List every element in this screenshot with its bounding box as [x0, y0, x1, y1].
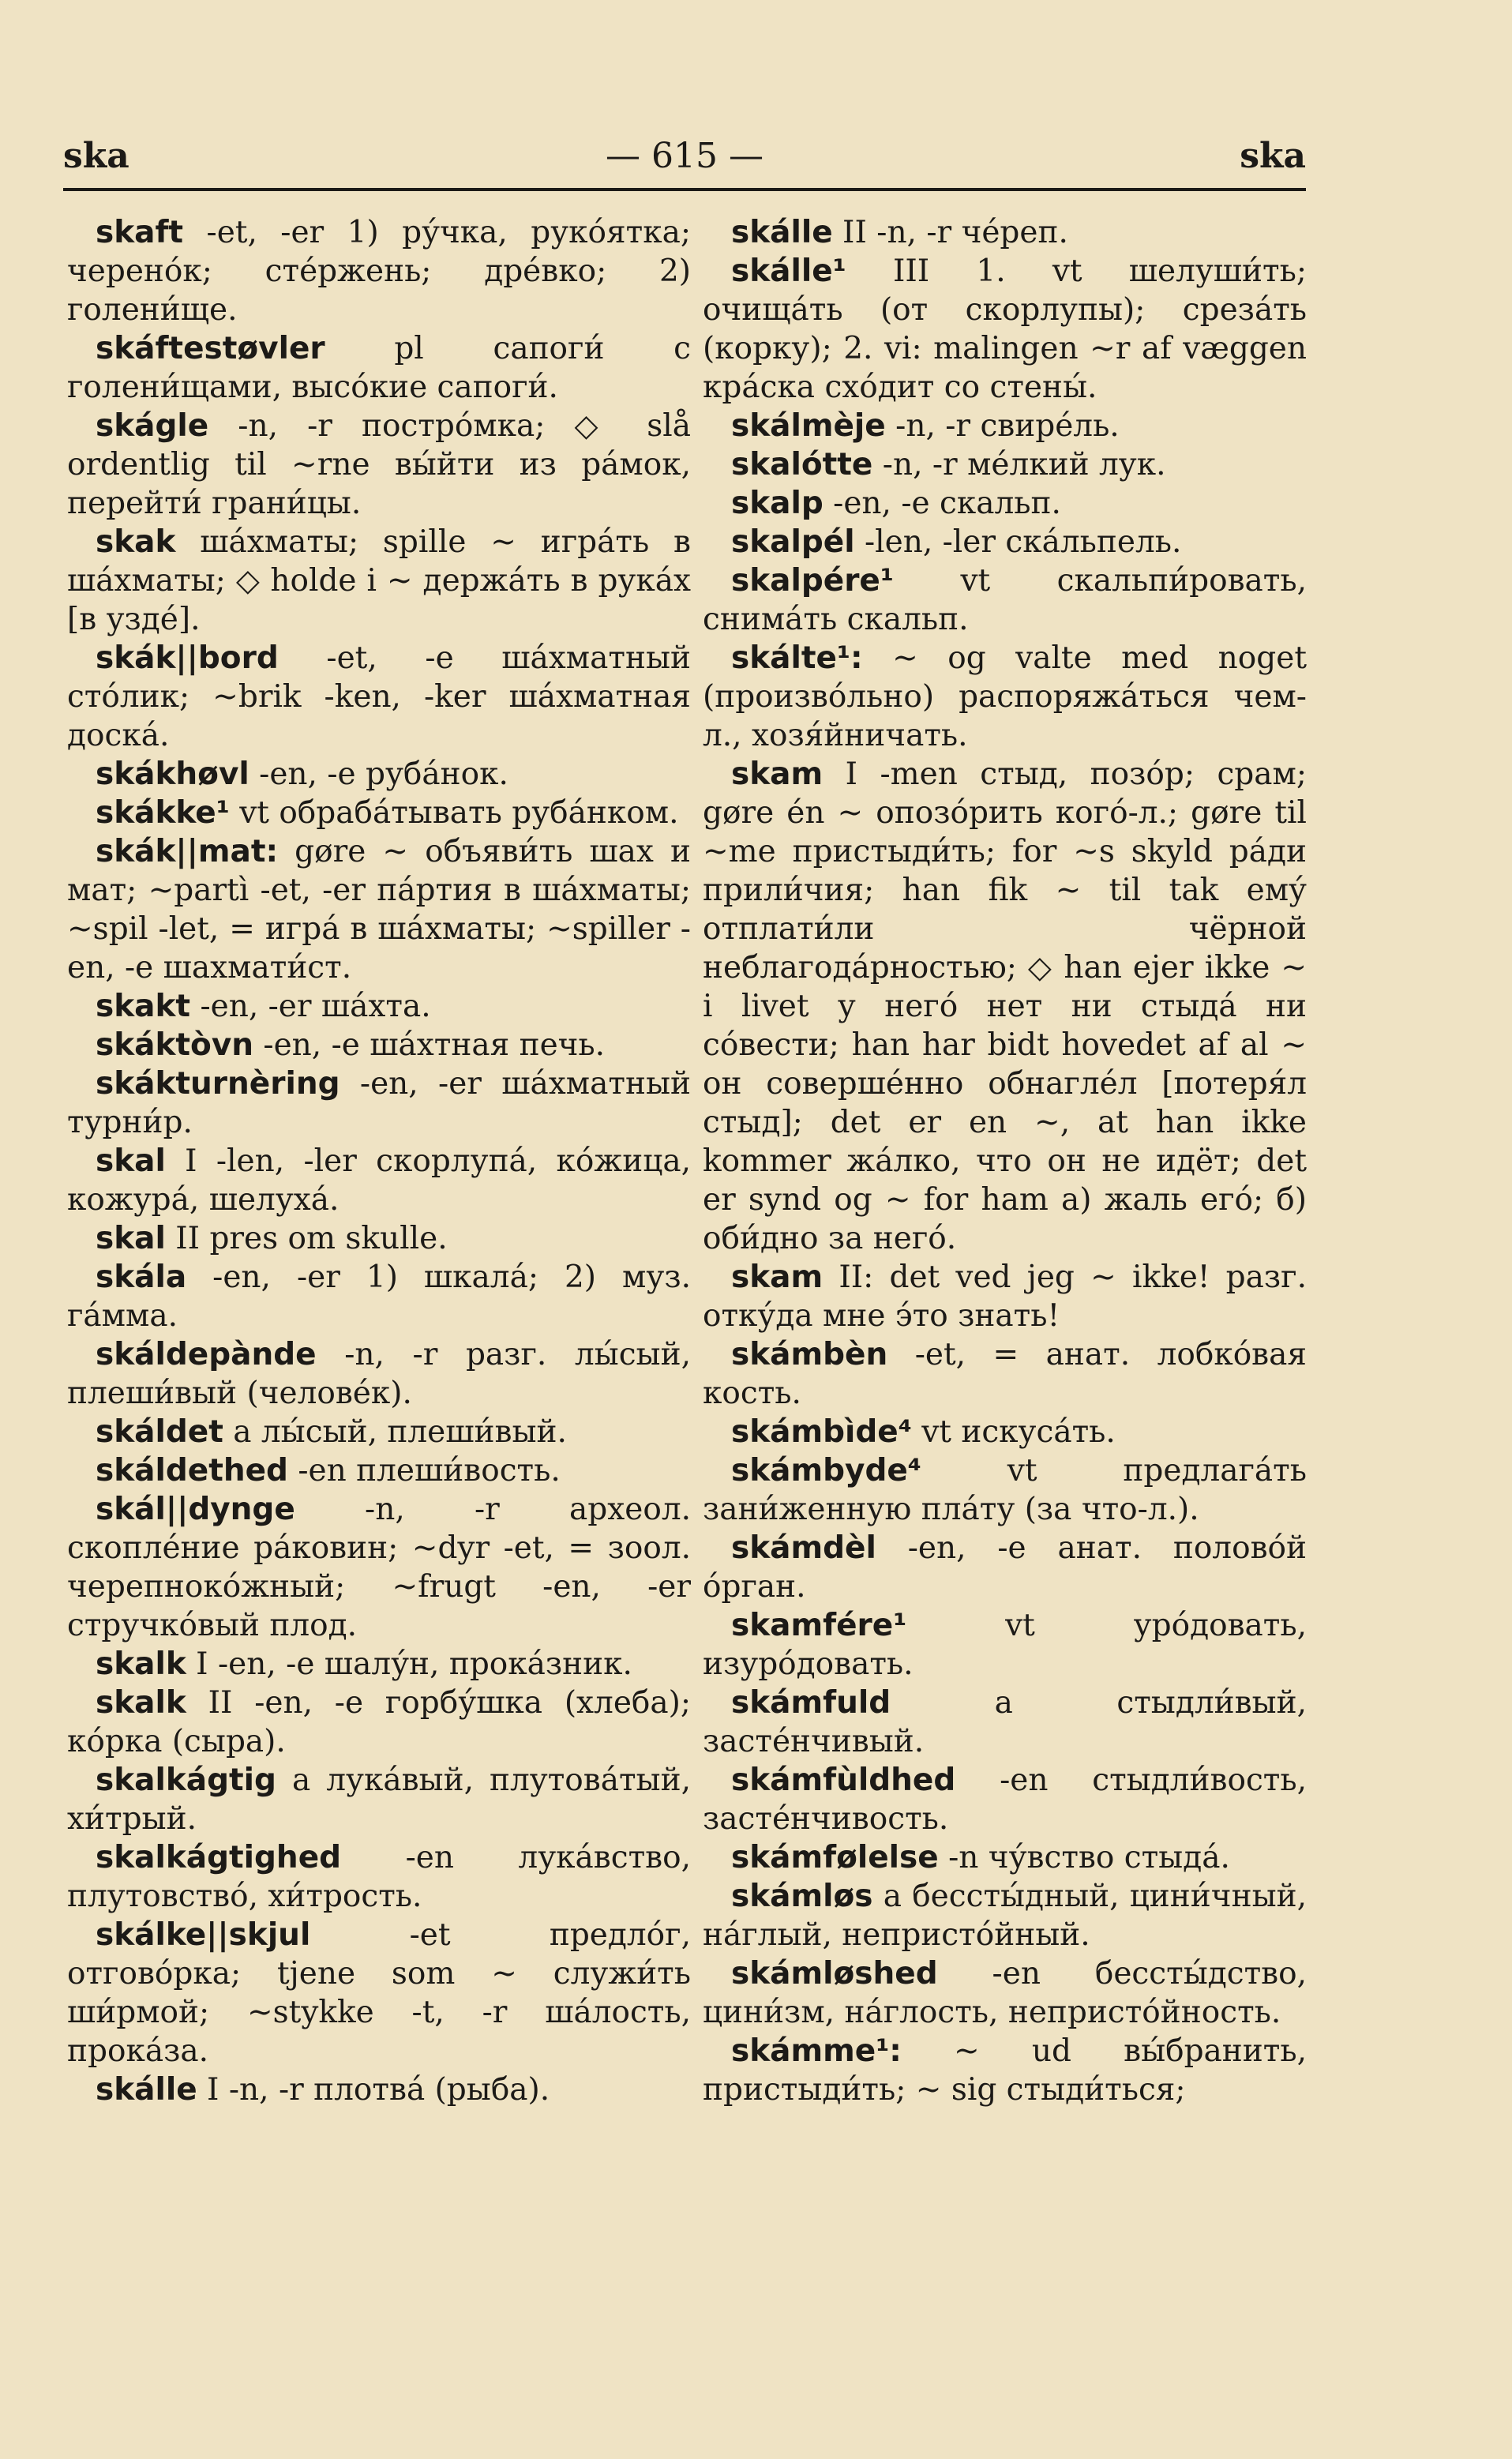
- entry-definition: pl сапоги́ с голени́щами, высо́кие сапоги́.: [67, 331, 691, 405]
- dictionary-entry: [67, 639, 691, 755]
- entry-headword: skámbèn: [731, 1337, 888, 1372]
- entry-definition: -en, -e руба́нок.: [249, 756, 508, 792]
- dictionary-entry: [67, 1838, 691, 1916]
- dictionary-entry: [67, 1219, 691, 1258]
- entry-headword: skámløshed: [731, 1956, 938, 1992]
- entry-headword: skalótte: [731, 447, 873, 482]
- entry-headword: skáldepànde: [96, 1337, 317, 1372]
- entry-headword: skáldet: [96, 1414, 223, 1450]
- entry-headword: skágle: [96, 408, 209, 444]
- dictionary-entry: [703, 407, 1307, 445]
- entry-definition: vt обраба́тывать руба́нком.: [229, 795, 679, 831]
- entry-headword: skalpél: [731, 524, 855, 560]
- entry-headword: skáktòvn: [96, 1027, 254, 1063]
- entry-definition: vt скальпи́ровать, снима́ть скальп.: [703, 563, 1307, 637]
- dictionary-entry: [703, 1606, 1307, 1684]
- entry-definition: I -men стыд, позо́р; срам; gøre én ~ опозо́рить кого́-л.; gøre til ~me пристыди́ть; for ~s skyld ра́ди прили́чия; han fik ~ til tak ему́ отплати́ли чёрной неблагода́рностью; ◇ han ejer ikke ~ i livet у него́ нет ни стыда́ ни со́вести; han har bidt hovedet af al ~ он соверше́нно обнагле́л [потеря́л стыд]; det er en ~, at han ikke kommer жа́лко, что он не идёт; det er synd og ~ for ham а) жаль его́; б) оби́дно за него́.: [703, 756, 1307, 1256]
- entry-definition: -en стыдли́вость, засте́нчивость.: [703, 1763, 1307, 1837]
- entry-definition: II -n, -r че́реп.: [832, 215, 1068, 250]
- dictionary-entry: [67, 832, 691, 987]
- entry-headword: skákturnèring: [96, 1066, 340, 1102]
- entry-headword: skál||dynge: [96, 1492, 295, 1527]
- entry-headword: skáldethed: [96, 1453, 288, 1489]
- entry-headword: skam: [731, 1260, 824, 1295]
- dictionary-entry: [67, 1645, 691, 1684]
- dictionary-entry: [703, 1258, 1307, 1335]
- entry-definition: -et, -er 1) ру́чка, руко́ятка; черено́к; сте́ржень; дре́вко; 2) голени́ще.: [67, 215, 691, 328]
- entry-definition: -en, -er ша́хматный турни́р.: [67, 1066, 691, 1140]
- entry-headword: skámfùldhed: [731, 1763, 956, 1798]
- entry-definition: -en бессты́дство, цини́зм, на́глость, непристо́йность.: [703, 1956, 1307, 2030]
- entry-headword: skakt: [96, 989, 191, 1024]
- dictionary-entry: [703, 1761, 1307, 1838]
- entry-headword: skákhøvl: [96, 756, 249, 792]
- entry-headword: skálle: [96, 2072, 197, 2108]
- dictionary-entry: [67, 1026, 691, 1064]
- entry-headword: skálmèje: [731, 408, 886, 444]
- dictionary-entry: [67, 2070, 691, 2109]
- dictionary-entry: [67, 213, 691, 329]
- entry-headword: skal: [96, 1143, 166, 1179]
- entry-definition: -en, -e скальп.: [823, 486, 1061, 521]
- entry-definition: gøre ~ объяви́ть шах и мат; ~partì -et, -er па́ртия в ша́хматы; ~spil -let, = игра́ в ша́хматы; ~spiller -en, -e шахмати́ст.: [67, 834, 691, 985]
- entry-definition: I -en, -e шалу́н, прока́зник.: [186, 1646, 632, 1682]
- entry-definition: vt искуса́ть.: [911, 1414, 1116, 1450]
- entry-headword: skamfére¹: [731, 1608, 907, 1643]
- entry-headword: skála: [96, 1260, 187, 1295]
- dictionary-entry: [67, 523, 691, 639]
- dictionary-entry: [703, 639, 1307, 755]
- entry-headword: skal: [96, 1221, 166, 1256]
- entry-headword: skámbyde⁴: [731, 1453, 921, 1489]
- header-left-guideword: ska: [63, 136, 129, 176]
- entry-definition: vt уро́довать, изуро́довать.: [703, 1608, 1307, 1682]
- dictionary-entry: [67, 1684, 691, 1761]
- dictionary-entry: [67, 1916, 691, 2070]
- entry-definition: I -len, -ler скорлупа́, ко́жица, кожура́, шелуха́.: [67, 1143, 691, 1218]
- entry-definition: -en лука́вство, плутовство́, хи́трость.: [67, 1840, 691, 1914]
- dictionary-entry: [703, 1877, 1307, 1954]
- dictionary-entry: [703, 561, 1307, 639]
- entry-headword: skámfølelse: [731, 1840, 939, 1875]
- entry-definition: -en, -er 1) шкала́; 2) муз. га́мма.: [67, 1260, 691, 1334]
- entry-headword: skámløs: [731, 1879, 873, 1914]
- dictionary-entry: [67, 1335, 691, 1413]
- entry-headword: skámme¹:: [731, 2033, 902, 2069]
- entry-headword: skak: [96, 524, 176, 560]
- entry-definition: -n чу́вство стыда́.: [938, 1840, 1230, 1875]
- dictionary-entry: [67, 407, 691, 523]
- dictionary-entry: [703, 1335, 1307, 1413]
- dictionary-entry: [703, 1529, 1307, 1606]
- entry-definition: -en плеши́вость.: [287, 1453, 561, 1489]
- entry-definition: -n, -r ме́лкий лук.: [872, 447, 1166, 482]
- entry-definition: -len, -ler ска́льпель.: [854, 524, 1182, 560]
- entry-definition: II pres om skulle.: [165, 1221, 448, 1256]
- header-right-guideword: ska: [1240, 136, 1306, 176]
- dictionary-entry: [703, 252, 1307, 407]
- entry-definition: a стыдли́вый, засте́нчивый.: [703, 1685, 1307, 1759]
- entry-definition: II -en, -e горбу́шка (хлеба); ко́рка (сыра).: [67, 1685, 691, 1759]
- entry-headword: skálle: [731, 215, 833, 250]
- dictionary-entry: [703, 1451, 1307, 1529]
- left-column: [67, 213, 691, 2109]
- entry-definition: -et предло́г, отгово́рка; tjene som ~ служи́ть ши́рмой; ~stykke -t, -r ша́лость, прока́за.: [67, 1917, 691, 2069]
- dictionary-entry: [67, 1413, 691, 1451]
- entry-definition: I -n, -r плотва́ (рыба).: [197, 2072, 550, 2108]
- entry-headword: skam: [731, 756, 824, 792]
- entry-headword: skámbìde⁴: [731, 1414, 912, 1450]
- entry-definition: II: det ved jeg ~ ikke! разг. отку́да мне э́то знать!: [703, 1260, 1307, 1334]
- entry-headword: skámdèl: [731, 1530, 876, 1566]
- dictionary-entry: [703, 484, 1307, 523]
- dictionary-entry: [67, 794, 691, 832]
- entry-headword: skálte¹:: [731, 640, 863, 676]
- header-rule: [63, 188, 1306, 191]
- entry-definition: -n, -r археол. скопле́ние ра́ковин; ~dyr -et, = зоол. черепноко́жный; ~frugt -en, -er стручко́вый плод.: [67, 1492, 691, 1643]
- dictionary-entry: [703, 2032, 1307, 2109]
- entry-headword: skámfuld: [731, 1685, 891, 1721]
- page-header: [63, 136, 1306, 191]
- dictionary-entry: [67, 755, 691, 794]
- dictionary-entry: [67, 1490, 691, 1645]
- dictionary-entry: [67, 1064, 691, 1142]
- entry-headword: skalkágtighed: [96, 1840, 342, 1875]
- entry-definition: -n, -r разг. лы́сый, плеши́вый (челове́к).: [67, 1337, 691, 1411]
- dictionary-entry: [67, 1761, 691, 1838]
- right-column: [703, 213, 1307, 2109]
- dictionary-entry: [67, 1451, 691, 1490]
- entry-definition: -n, -r постро́мка; ◇ slå ordentlig til ~rne вы́йти из ра́мок, перейти́ грани́цы.: [67, 408, 691, 521]
- entry-definition: a лука́вый, плутова́тый, хи́трый.: [67, 1763, 691, 1837]
- entry-headword: skák||mat:: [96, 834, 279, 869]
- dictionary-entry: [67, 329, 691, 407]
- entry-headword: skalk: [96, 1646, 186, 1682]
- entry-headword: skákke¹: [96, 795, 230, 831]
- entry-definition: -en, -e анат. полово́й о́рган.: [703, 1530, 1307, 1605]
- entry-definition: a бессты́дный, цини́чный, на́глый, непристо́йный.: [703, 1879, 1307, 1953]
- entry-headword: skálke||skjul: [96, 1917, 311, 1953]
- dictionary-entry: [703, 755, 1307, 1258]
- entry-definition: ша́хматы; spille ~ игра́ть в ша́хматы; ◇ holde i ~ держа́ть в рука́х [в узде́].: [67, 524, 691, 637]
- dictionary-entry: [67, 1258, 691, 1335]
- dictionary-entry: [703, 1413, 1307, 1451]
- entry-definition: -et, -e ша́хматный сто́лик; ~brik -ken, -ker ша́хматная доска́.: [67, 640, 691, 753]
- entry-headword: skalp: [731, 486, 824, 521]
- entry-definition: vt предлага́ть зани́женную пла́ту (за что-л.).: [703, 1453, 1307, 1527]
- entry-headword: skalkágtig: [96, 1763, 276, 1798]
- dictionary-entry: [703, 1954, 1307, 2032]
- dictionary-entry: [703, 523, 1307, 561]
- entry-definition: a лы́сый, плеши́вый.: [223, 1414, 567, 1450]
- page-number: — 615 —: [606, 136, 764, 176]
- entry-headword: skáftestøvler: [96, 331, 325, 366]
- entry-definition: -et, = анат. лобко́вая кость.: [703, 1337, 1307, 1411]
- dictionary-entry: [703, 213, 1307, 252]
- dictionary-entry: [703, 1684, 1307, 1761]
- dictionary-entry: [703, 445, 1307, 484]
- dictionary-entry: [67, 1142, 691, 1219]
- dictionary-entry: [67, 987, 691, 1026]
- entry-definition: -en, -e ша́хтная печь.: [253, 1027, 606, 1063]
- entry-headword: skálle¹: [731, 253, 846, 289]
- dictionary-entry: [703, 1838, 1307, 1877]
- entry-definition: ~ og valte med noget (произво́льно) распоряжа́ться чем-л., хозя́йничать.: [703, 640, 1307, 753]
- entry-definition: -en, -er ша́хта.: [190, 989, 431, 1024]
- entry-headword: skák||bord: [96, 640, 279, 676]
- entry-definition: ~ ud вы́бранить, пристыди́ть; ~ sig стыди́ться;: [703, 2033, 1307, 2108]
- entry-headword: skaft: [96, 215, 184, 250]
- entry-definition: -n, -r свире́ль.: [885, 408, 1120, 444]
- entry-headword: skalpére¹: [731, 563, 894, 599]
- entry-definition: III 1. vt шелуши́ть; очища́ть (от скорлупы); среза́ть (корку); 2. vi: malingen ~r af væggen кра́ска схо́дит со стены́.: [703, 253, 1307, 405]
- entry-headword: skalk: [96, 1685, 186, 1721]
